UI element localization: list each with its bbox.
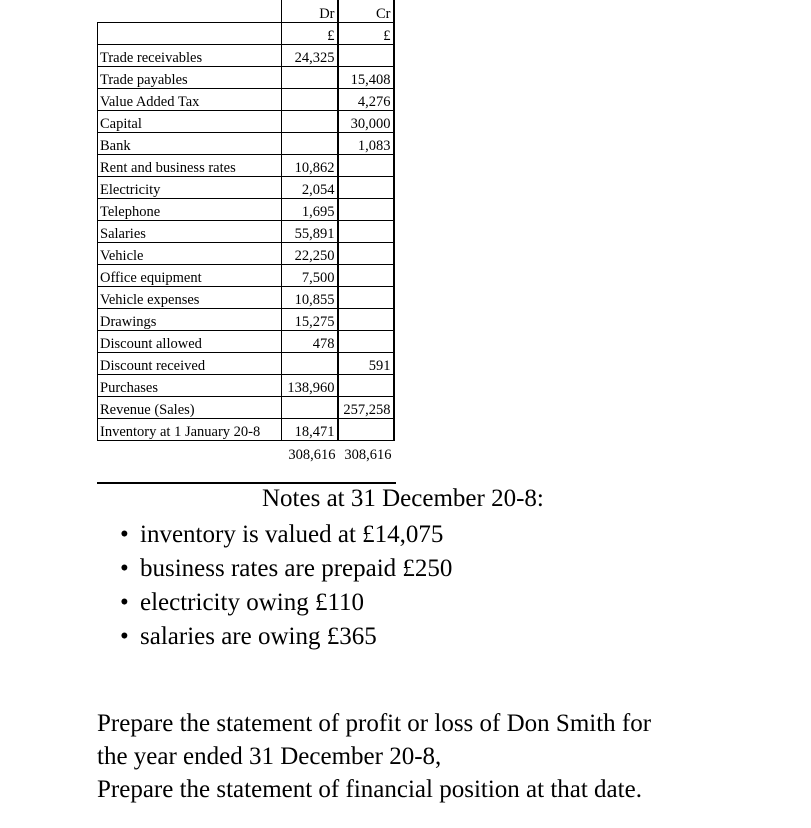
table-row bbox=[98, 330, 394, 352]
table-row bbox=[98, 374, 394, 396]
note-item bbox=[120, 552, 452, 586]
table-row bbox=[98, 308, 394, 330]
note-text: business rates are prepaid £250 bbox=[140, 555, 453, 582]
credit-amount bbox=[338, 198, 394, 220]
debit-amount bbox=[282, 110, 338, 132]
credit-amount: 591 bbox=[338, 352, 394, 374]
debit-amount: 10,855 bbox=[282, 286, 338, 308]
debit-amount: 1,695 bbox=[282, 198, 338, 220]
debit-amount: 22,250 bbox=[282, 242, 338, 264]
note-text: electricity owing £110 bbox=[140, 589, 365, 616]
currency-row bbox=[98, 22, 394, 44]
account-label: Purchases bbox=[98, 374, 282, 396]
debit-amount bbox=[282, 88, 338, 110]
notes-title: Notes at 31 December 20-8: bbox=[262, 485, 544, 512]
bullet-icon: • bbox=[120, 589, 129, 616]
credit-amount: 15,408 bbox=[338, 66, 394, 88]
table-row bbox=[98, 198, 394, 220]
account-label: Vehicle expenses bbox=[98, 286, 282, 308]
account-label: Inventory at 1 January 20-8 bbox=[98, 418, 282, 440]
instruction-line-3: Prepare the statement of financial position at that date. bbox=[97, 776, 642, 803]
debit-amount: 7,500 bbox=[282, 264, 338, 286]
table-row bbox=[98, 242, 394, 264]
account-label: Vehicle bbox=[98, 242, 282, 264]
credit-amount bbox=[338, 220, 394, 242]
table-row bbox=[98, 286, 394, 308]
table-row bbox=[98, 66, 394, 88]
account-label: Salaries bbox=[98, 220, 282, 242]
total-dr: 308,616 bbox=[282, 440, 338, 462]
header-label-cell bbox=[98, 0, 282, 22]
note-item bbox=[120, 620, 452, 654]
account-label: Drawings bbox=[98, 308, 282, 330]
account-label: Rent and business rates bbox=[98, 154, 282, 176]
note-item bbox=[120, 586, 452, 620]
credit-amount: 30,000 bbox=[338, 110, 394, 132]
table-row bbox=[98, 110, 394, 132]
trial-balance-body bbox=[98, 0, 394, 462]
account-label: Electricity bbox=[98, 176, 282, 198]
note-text: inventory is valued at £14,075 bbox=[140, 521, 444, 548]
account-label: Discount received bbox=[98, 352, 282, 374]
bullet-icon: • bbox=[120, 555, 129, 582]
totals-row bbox=[98, 440, 394, 462]
totals-label-cell bbox=[98, 440, 282, 462]
debit-amount bbox=[282, 132, 338, 154]
account-label: Bank bbox=[98, 132, 282, 154]
account-label: Discount allowed bbox=[98, 330, 282, 352]
instruction-line-2: the year ended 31 December 20-8, bbox=[97, 743, 442, 770]
debit-amount: 55,891 bbox=[282, 220, 338, 242]
account-label: Trade payables bbox=[98, 66, 282, 88]
debit-amount: 138,960 bbox=[282, 374, 338, 396]
account-label: Value Added Tax bbox=[98, 88, 282, 110]
debit-amount: 18,471 bbox=[282, 418, 338, 440]
instruction-line-1: Prepare the statement of profit or loss of Don Smith for bbox=[97, 710, 652, 737]
account-label: Office equipment bbox=[98, 264, 282, 286]
currency-dr: £ bbox=[282, 22, 338, 44]
bullet-icon: • bbox=[120, 521, 129, 548]
credit-amount bbox=[338, 330, 394, 352]
credit-amount bbox=[338, 286, 394, 308]
credit-amount: 1,083 bbox=[338, 132, 394, 154]
table-row bbox=[98, 176, 394, 198]
debit-amount: 24,325 bbox=[282, 44, 338, 66]
debit-amount bbox=[282, 352, 338, 374]
debit-amount: 15,275 bbox=[282, 308, 338, 330]
bullet-icon: • bbox=[120, 623, 129, 650]
credit-amount bbox=[338, 374, 394, 396]
debit-amount bbox=[282, 66, 338, 88]
account-label: Capital bbox=[98, 110, 282, 132]
table-row bbox=[98, 220, 394, 242]
debit-amount: 2,054 bbox=[282, 176, 338, 198]
credit-amount bbox=[338, 242, 394, 264]
table-row bbox=[98, 352, 394, 374]
credit-amount bbox=[338, 308, 394, 330]
note-item bbox=[120, 518, 452, 552]
header-cr: Cr bbox=[338, 0, 394, 22]
header-row bbox=[98, 0, 394, 22]
credit-amount: 257,258 bbox=[338, 396, 394, 418]
note-text: salaries are owing £365 bbox=[140, 623, 377, 650]
credit-amount bbox=[338, 176, 394, 198]
account-label: Revenue (Sales) bbox=[98, 396, 282, 418]
table-row bbox=[98, 418, 394, 440]
currency-cr: £ bbox=[338, 22, 394, 44]
credit-amount bbox=[338, 154, 394, 176]
notes-list bbox=[120, 518, 452, 654]
trial-balance-table bbox=[97, 0, 395, 462]
table-row bbox=[98, 44, 394, 66]
debit-amount bbox=[282, 396, 338, 418]
credit-amount bbox=[338, 44, 394, 66]
credit-amount bbox=[338, 418, 394, 440]
credit-amount bbox=[338, 264, 394, 286]
header-dr: Dr bbox=[282, 0, 338, 22]
table-row bbox=[98, 264, 394, 286]
instructions bbox=[97, 707, 651, 806]
debit-amount: 10,862 bbox=[282, 154, 338, 176]
debit-amount: 478 bbox=[282, 330, 338, 352]
credit-amount: 4,276 bbox=[338, 88, 394, 110]
total-cr: 308,616 bbox=[338, 440, 394, 462]
account-label: Trade receivables bbox=[98, 44, 282, 66]
table-row bbox=[98, 154, 394, 176]
account-label: Telephone bbox=[98, 198, 282, 220]
table-row bbox=[98, 88, 394, 110]
table-row bbox=[98, 132, 394, 154]
currency-label-cell bbox=[98, 22, 282, 44]
table-row bbox=[98, 396, 394, 418]
